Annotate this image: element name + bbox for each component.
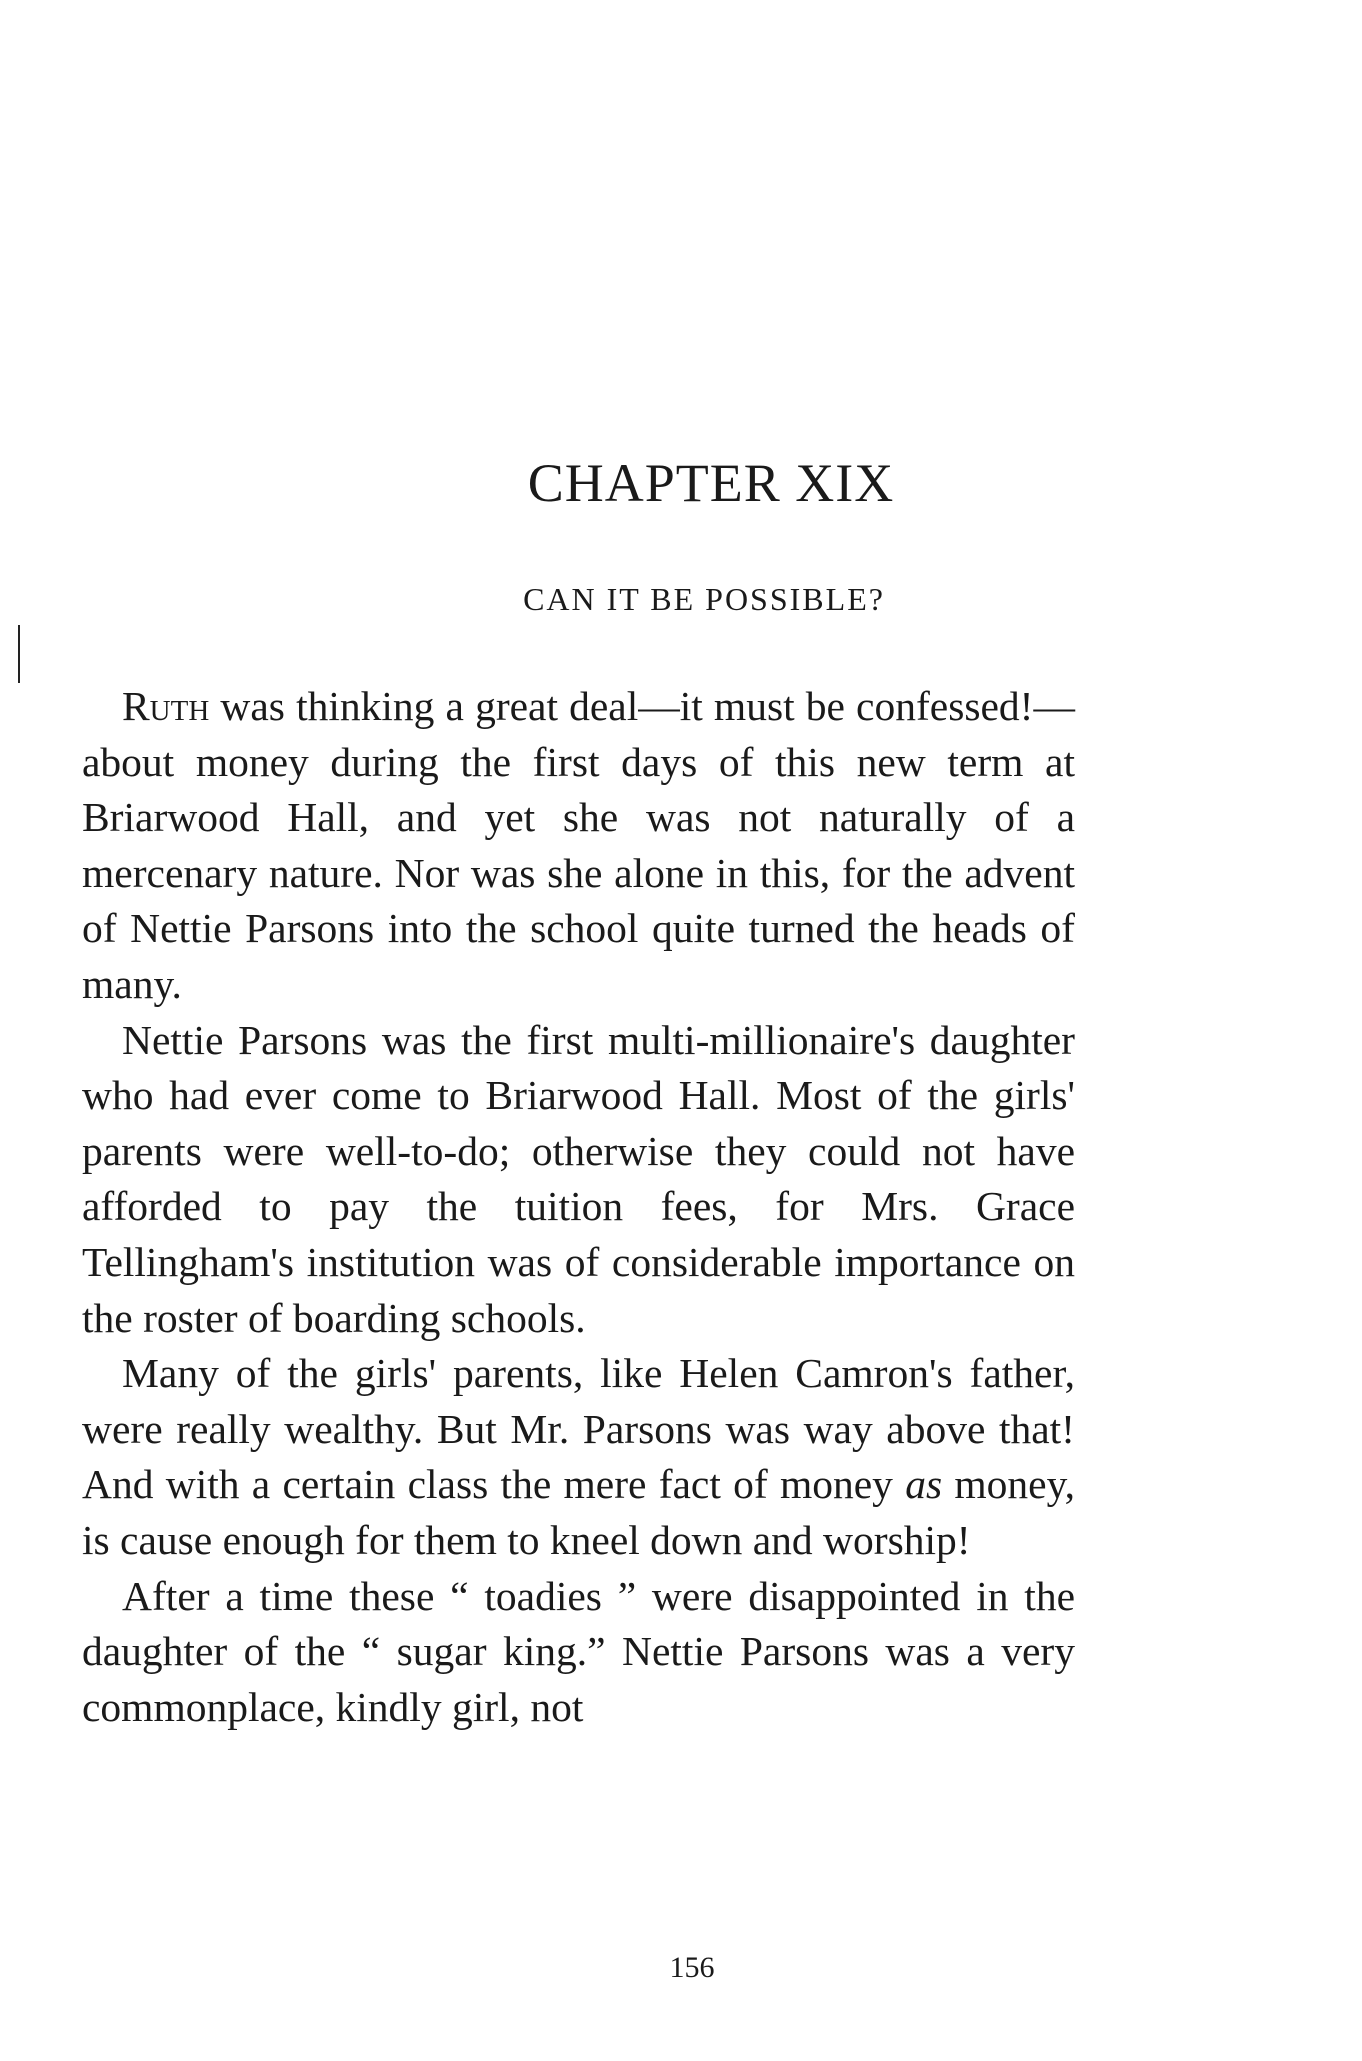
body-text xyxy=(82,679,1075,1735)
paragraph-4: After a time these “ toadies ” were disappointed in the daughter of the “ sugar king.” Nettie Parsons was a very commonplace, kindly girl, not xyxy=(82,1572,1075,1730)
paragraph-3-before: Many of the girls' parents, like Helen Camron's father, were really wealthy. But Mr. Parsons was way above that! And with a certain class the mere fact of money xyxy=(82,1350,1075,1508)
page-number: 156 xyxy=(669,1951,715,1984)
paragraph-3-after: money, is cause enough for them to kneel down and worship! xyxy=(82,1461,1076,1563)
paragraph-2: Nettie Parsons was the first multi-millionaire's daughter who had ever come to Briarwood Hall. Most of the girls' parents were well-to-do; otherwise they could not have afforded to pay the tuition fees, for Mrs. Grace Tellingham's institution was of considerable importance on the roster of boarding schools. xyxy=(82,1016,1075,1341)
paragraph-3 xyxy=(82,1346,1075,1568)
paragraph-1-text: was thinking a great deal—it must be confessed!—about money during the first days of this new term at Briarwood Hall, and yet she was not naturally of a mercenary nature. Nor was she alone in this, for the advent of Nettie Parsons into the school quite turned the heads of many. xyxy=(82,683,1075,1007)
chapter-subtitle: CAN IT BE POSSIBLE? xyxy=(523,581,885,617)
paragraph-3-italic: as xyxy=(905,1461,943,1508)
paragraph-1 xyxy=(82,679,1075,1013)
margin-mark xyxy=(18,625,20,683)
chapter-heading: CHAPTER XIX xyxy=(527,453,895,513)
paragraph-1-lead: Ruth xyxy=(122,683,210,729)
